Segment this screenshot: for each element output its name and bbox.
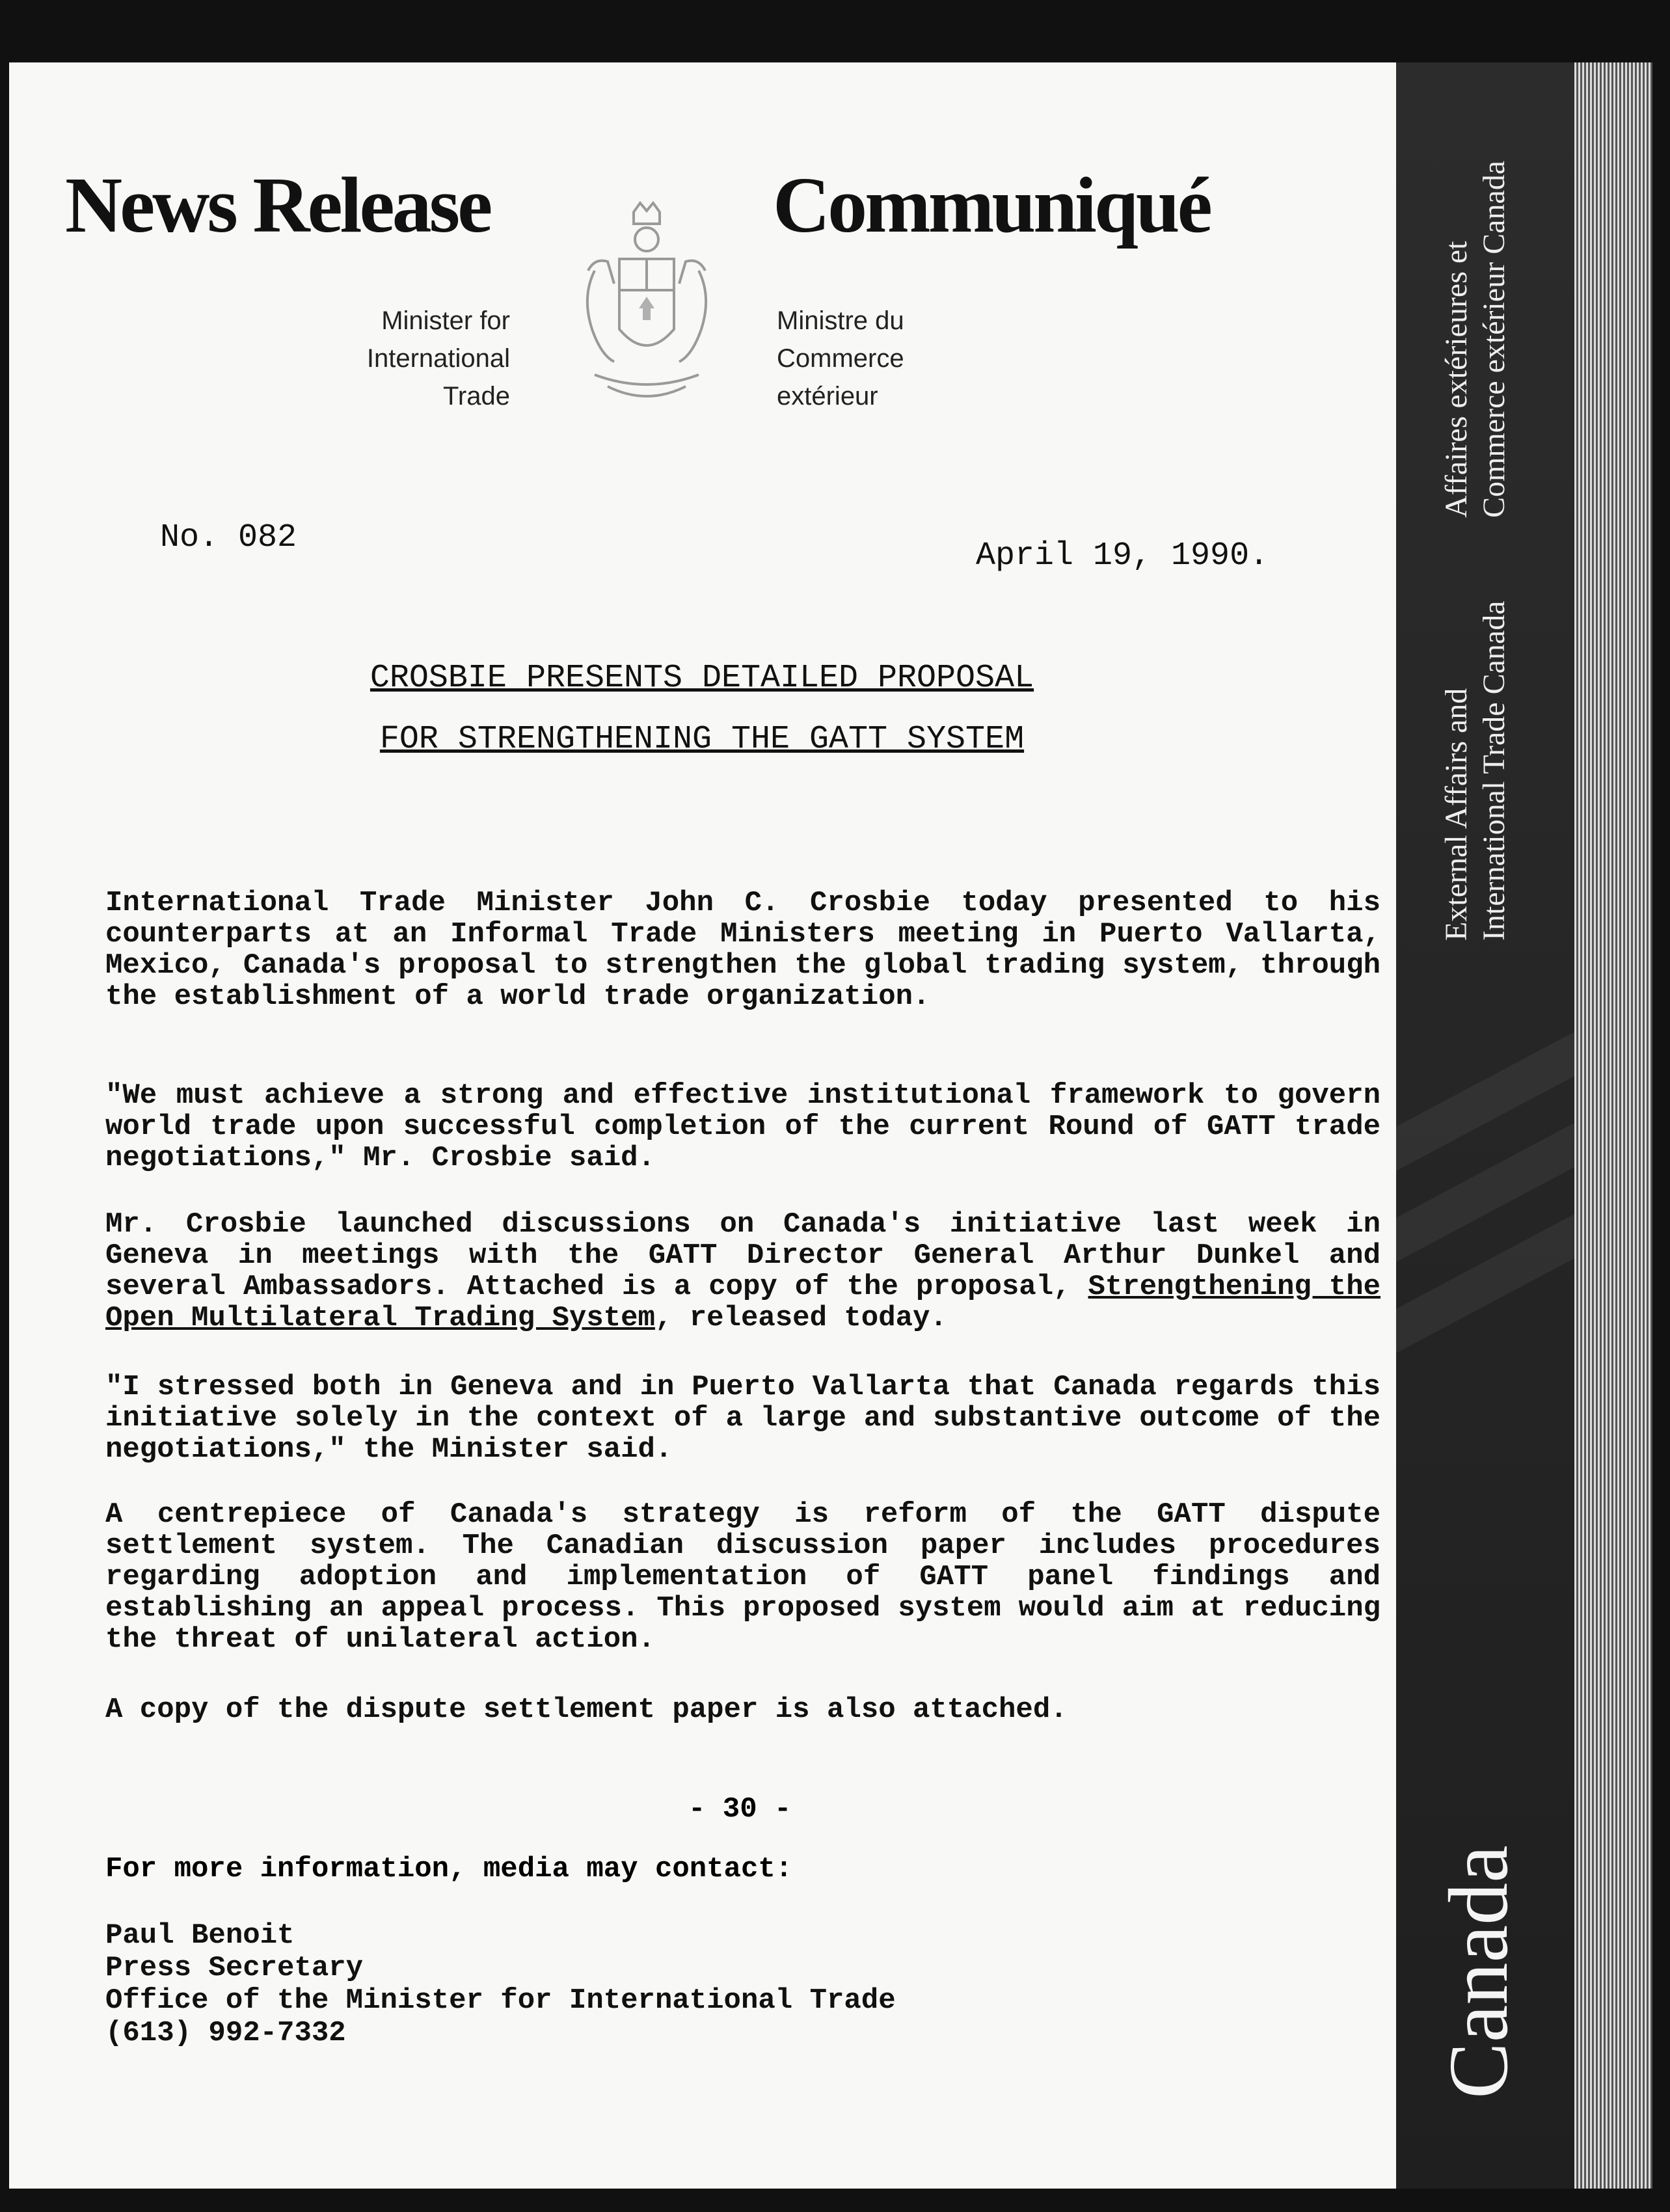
contact-role: Press Secretary [105,1952,364,1984]
contact-heading: For more information, media may contact: [105,1853,793,1885]
contact-block [105,1919,896,2049]
body-paragraph: "We must achieve a strong and effective institutional framework to govern world trade upon successful completion of the current Round of GATT trade negotiations," Mr. Crosbie said. [105,1079,1380,1174]
book-page-edges [1574,62,1652,2189]
body-paragraph [105,1209,1380,1334]
canada-wordmark-logo: Canada [1432,1845,1526,2099]
press-release-page [9,62,1583,2189]
minister-label-fr: Ministre du Commerce extérieur [777,306,904,411]
release-number: No. 082 [160,519,297,556]
body-paragraph: "I stressed both in Geneva and in Puerto Vallarta that Canada regards this initiative solely in the context of a large and substantive outcome of the negotiations," the Minister said. [105,1371,1380,1466]
release-title-line2: FOR STRENGTHENING THE GATT SYSTEM [379,721,1025,758]
sidebar-line: Commerce extérieur Canada [1477,160,1511,518]
government-sidebar [1396,62,1583,2189]
release-title-line1: CROSBIE PRESENTS DETAILED PROPOSAL [370,660,1034,697]
sidebar-line: External Affairs and [1439,688,1474,941]
proposal-title: Strengthening the Open Multilateral Trading System [105,1271,1380,1334]
communique-heading: Communiqué [773,161,1210,249]
paragraph-text: Mr. Crosbie launched discussions on Canada's initiative last week in Geneva in meetings with the GATT Director General Arthur Dunkel and several Ambassadors. Attached is a copy of the proposal, [105,1208,1380,1303]
body-paragraph: A copy of the dispute settlement paper is also attached. [105,1693,1068,1726]
body-paragraph: A centrepiece of Canada's strategy is reform of the GATT dispute settlement system. The Canadian discussion paper includes procedures regarding adoption and implementation of GATT panel findings and establishing an appeal process. This proposed system would aim at reducing the threat of unilateral action. [105,1498,1380,1656]
news-release-heading: News Release [65,161,491,249]
coat-of-arms-icon [569,199,725,414]
sidebar-line: International Trade Canada [1477,600,1511,941]
minister-label-en: Minister for International Trade [366,306,510,411]
contact-phone: (613) 992-7332 [105,2017,346,2049]
sidebar-french-text [1438,161,1513,518]
contact-name: Paul Benoit [105,1919,295,1952]
contact-office: Office of the Minister for International Trade [105,1984,896,2017]
sidebar-english-text [1438,600,1513,941]
end-mark: - 30 - [688,1793,792,1826]
paragraph-text: , released today. [654,1302,947,1334]
release-date: April 19, 1990. [976,537,1269,574]
body-paragraph: International Trade Minister John C. Crosbie today presented to his counterparts at an Informal Trade Ministers meeting in Puerto Vallarta, Mexico, Canada's proposal to strengthen the global trading system, through the establishment of a world trade organization. [105,887,1380,1013]
sidebar-line: Affaires extérieures et [1439,241,1474,518]
